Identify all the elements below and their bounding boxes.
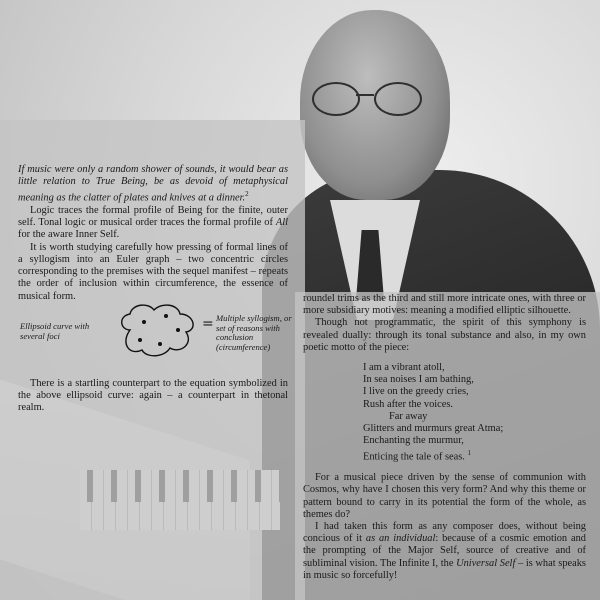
portrait-glasses — [312, 82, 432, 118]
poem-line: I live on the greedy cries, — [363, 386, 469, 398]
poem-line: Glitters and murmurs great Atma; — [363, 423, 504, 435]
paragraph-3: It is worth studying carefully how pressing of formal lines of a syllogism into an Euler graph – two concentric circles corresponding to the premises with the sequel manifest – repeats the order of inclusion within circumference, the essence of musical form. — [18, 241, 288, 302]
poem-line: Enticing the tale of seas. $^1$ — [363, 449, 471, 463]
focus-point — [176, 328, 180, 332]
ellipsoid-curve-diagram — [114, 300, 202, 360]
focus-point — [138, 338, 142, 342]
focus-point — [158, 342, 162, 346]
paragraph-1: If music were only a random shower of sounds, it would bear as little relation to True Being, be as devoid of metaphysical meaning as the clatter of plates and knives at a dinner.$^2$ — [18, 164, 288, 204]
poem-line: Far away — [389, 410, 428, 422]
figure-left-label: Ellipsoid curve with several foci — [20, 321, 90, 341]
equals-sign: = — [202, 316, 214, 332]
poem-line: I am a vibrant atoll, — [363, 362, 445, 374]
ellipsoid-curve — [122, 305, 193, 356]
right-column — [303, 293, 586, 582]
poem-line: In sea noises I am bathing, — [363, 374, 474, 386]
right-paragraph-3: For a musical piece driven by the sense of communion with Cosmos, why have I chosen this very form? And why this theme or pattern bound to carry in its potential the form of the whole, as themes do? — [303, 472, 586, 520]
paragraph-4: There is a startling counterpart to the equation symbolized in the above ellipsoid curve: again – a counterpart in thetonal realm. — [18, 378, 288, 414]
right-paragraph-2: Though not programmatic, the spirit of this symphony is revealed dually: through its tonal substance and also, in my own poetic motto of the piece: — [303, 317, 586, 353]
right-paragraph-4: I had taken this form as any composer does, without being concious of it as an individual: because of a cosmic emotion and the prompting of the Major Self, source of creative and of subliminal vision. The Infinite I, the Universal Self – is what speaks in music so forcefully! — [303, 520, 586, 581]
poem-motto — [363, 362, 586, 464]
focus-point — [164, 314, 168, 318]
focus-point — [142, 320, 146, 324]
left-column — [18, 164, 288, 303]
right-paragraph-1: roundel trims as the third and still more intricate ones, with three or more subsidiary motives: meaning a modified elliptic silhouette. — [303, 293, 586, 317]
poem-line: Enchanting the murmur, — [363, 435, 464, 447]
footnote-marker: 1 — [467, 449, 471, 458]
paragraph-2: Logic traces the formal profile of Being for the finite, outer self. Tonal logic or musical order traces the formal profile of All for the aware Inner Self. — [18, 205, 288, 241]
left-column-continued — [18, 378, 288, 415]
ellipsoid-figure — [20, 300, 290, 360]
poem-line: Rush after the voices. — [363, 398, 454, 410]
figure-right-label: Multiple syllogism, or set of reasons with conclusion (circumference) — [216, 313, 292, 352]
footnote-marker: 2 — [245, 190, 249, 199]
